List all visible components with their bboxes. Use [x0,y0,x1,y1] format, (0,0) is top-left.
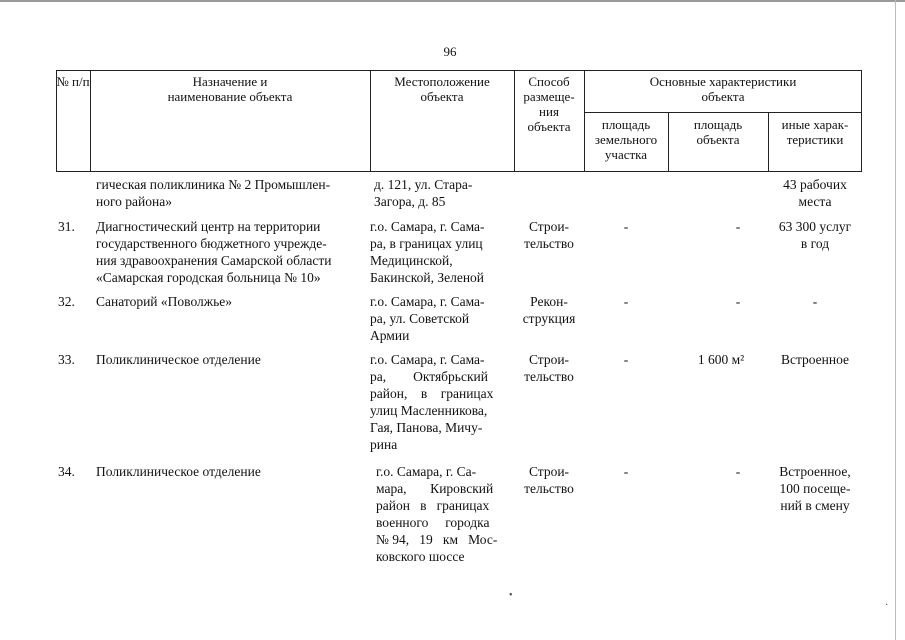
table-row-0-location: д. 121, ул. Стара- Загора, д. 85 [374,177,473,209]
table-row-3-method: Строи- тельство [524,352,574,384]
header-other: иные харак- теристики [781,117,849,147]
table-row-2-name: Санаторий «Поволжье» [96,294,232,309]
scan-speck: • [509,590,513,601]
table-row-1-land-area: - [623,219,629,234]
table-row-3-num: 33. [58,352,75,367]
scan-edge-top [0,0,905,2]
table-row-3-object-area: 1 600 м² [697,352,745,367]
header-characteristics: Основные характеристики объекта [649,74,797,104]
table-row-3-other: Встроенное [780,352,850,367]
table-row-4-object-area: - [735,464,741,479]
table-row-4-name: Поликлиническое отделение [96,464,261,479]
table-row-2-method: Рекон- струкция [522,294,576,326]
table-row-2-other: - [812,294,818,309]
page-number: 96 [443,44,457,59]
header-divider [584,112,862,113]
table-row-4-location: г.о. Самара, г. Са- мара, Кировский район в границах военного городка № 94, 19 км Мос- ковского шоссе [376,464,498,564]
table-row-2-num: 32. [58,294,75,309]
header-land-area: площадь земельного участка [594,117,658,162]
table-row-1-num: 31. [58,219,75,234]
table-row-1-other: 63 300 услуг в год [778,219,852,251]
table-row-3-land-area: - [623,352,629,367]
header-object-area: площадь объекта [693,117,743,147]
header-name: Назначение и наименование объекта [167,74,293,104]
table-row-2-land-area: - [623,294,629,309]
table-row-4-method: Строи- тельство [524,464,574,496]
table-row-2-location: г.о. Самара, г. Сама- ра, ул. Советской Армии [370,294,485,343]
table-row-2-object-area: - [735,294,741,309]
header-num: № п/п [56,74,90,89]
table-row-4-num: 34. [58,464,75,479]
table-row-1-location: г.о. Самара, г. Сама- ра, в границах улиц Медицинской, Бакинской, Зеленой [370,219,485,285]
scan-speck: · [885,600,889,611]
table-row-3-location: г.о. Самара, г. Сама- ра, Октябрьский район, в границах улиц Масленникова, Гая, Панова, Мичу- рина [370,352,494,452]
table-row-0-name: гическая поликлиника № 2 Промышлен- ного района» [96,177,331,209]
table-row-0-other: 43 рабочих места [783,177,847,209]
table-row-4-other: Встроенное, 100 посеще- ний в смену [779,464,851,513]
header-location: Местоположение объекта [394,74,490,104]
table-row-1-method: Строи- тельство [524,219,574,251]
table-row-1-object-area: - [735,219,741,234]
header-method: Способ размеще- ния объекта [523,74,575,134]
table-row-1-name: Диагностический центр на территории государственного бюджетного учрежде- ния здравоохранения Самарской области «Самарская городская больница № 10» [96,219,332,285]
table-row-4-land-area: - [623,464,629,479]
scan-edge-right [895,0,896,640]
table-row-3-name: Поликлиническое отделение [96,352,261,367]
